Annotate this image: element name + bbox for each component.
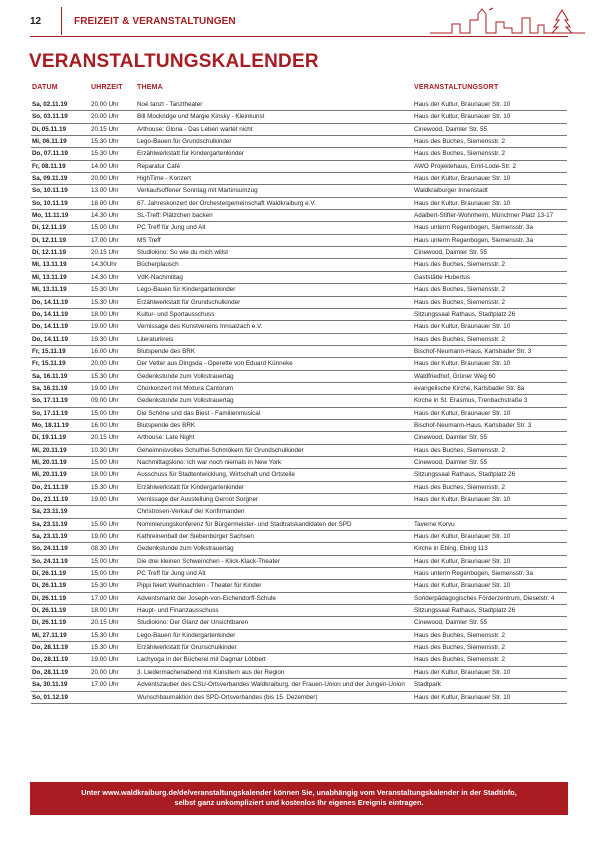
event-date: So, 24.11.19 bbox=[32, 557, 68, 565]
table-row bbox=[31, 222, 567, 234]
event-topic: Bücherplausch bbox=[137, 261, 179, 269]
event-time: 15.30 Uhr bbox=[91, 138, 119, 146]
table-row bbox=[31, 321, 567, 333]
table-row bbox=[31, 185, 567, 197]
event-topic: Ausschuss für Stadtentwicklung, Wirtschaft und Ortsteile bbox=[137, 471, 295, 479]
event-date: Mi, 20.11.19 bbox=[32, 446, 67, 454]
event-time: 17.00 Uhr bbox=[91, 594, 119, 602]
event-time: 08.30 Uhr bbox=[91, 545, 119, 553]
event-time: 20.00 Uhr bbox=[91, 668, 119, 676]
event-topic: Lachyoga in der Bücherei mit Dagmar Löbbert bbox=[137, 656, 266, 664]
event-topic: Erzählwerkstatt für Grunschulkinder bbox=[137, 644, 237, 652]
event-topic: Christrosen-Verkauf der Konfirmanden bbox=[137, 508, 245, 516]
event-date: Di, 26.11.19 bbox=[32, 607, 66, 615]
event-time: 18.00 Uhr bbox=[91, 471, 119, 479]
event-time: 15.30 Uhr bbox=[91, 150, 119, 158]
event-date: Mo, 18.11.19 bbox=[32, 421, 69, 429]
event-date: Do, 21.11.19 bbox=[32, 483, 69, 491]
event-time: 18.00 Uhr bbox=[91, 199, 119, 207]
table-row bbox=[31, 358, 567, 370]
event-venue: Cinewood, Daimler Str. 55 bbox=[414, 249, 488, 257]
event-venue: Haus der Kultur, Braunauer Str. 10 bbox=[414, 533, 511, 541]
event-topic: Die drei kleinen Schweinchen - Klick-Klack-Theater bbox=[137, 557, 280, 565]
table-row bbox=[31, 148, 567, 160]
event-date: Do, 28.11.19 bbox=[32, 656, 69, 664]
event-venue: Haus unterm Regenbogen, Siemensstr. 3a bbox=[414, 570, 534, 578]
table-row bbox=[31, 543, 567, 555]
event-date: Do, 28.11.19 bbox=[32, 668, 69, 676]
event-venue: Haus des Buches, Siemensstr. 2 bbox=[414, 656, 506, 664]
table-row bbox=[31, 556, 567, 568]
event-time: 17.00 Uhr bbox=[91, 236, 119, 244]
table-row bbox=[31, 519, 567, 531]
event-topic: Erzählwerkstatt für Kindergartenkinder bbox=[137, 150, 245, 158]
table-row bbox=[31, 259, 567, 271]
event-date: So, 01.12.19 bbox=[32, 693, 69, 701]
event-time: 18.00 Uhr bbox=[91, 310, 119, 318]
event-topic: Bill Mockridge und Margie Kinsky - Kleinkunst bbox=[137, 113, 265, 121]
event-topic: VdK-Nachmittag bbox=[137, 273, 183, 281]
event-time: 13.00 Uhr bbox=[91, 187, 119, 195]
event-venue: Kirche in St. Erasmus, Trenbachstraße 3 bbox=[414, 397, 528, 405]
event-venue: Haus des Buches, Siemensstr. 2 bbox=[414, 446, 506, 454]
event-date: Sa, 16.11.19 bbox=[32, 372, 68, 380]
table-row bbox=[31, 210, 567, 222]
event-venue: Waldkraiburger Innenstadt bbox=[414, 187, 488, 195]
event-date: Sa, 23.11.19 bbox=[32, 520, 68, 528]
event-date: Mi, 13.11.19 bbox=[32, 273, 67, 281]
event-time: 20.15 Uhr bbox=[91, 434, 119, 442]
event-date: Di, 19.11.19 bbox=[32, 434, 66, 442]
event-date: Sa, 09.11.19 bbox=[32, 175, 68, 183]
event-venue: Bischof-Neumann-Haus, Karlsbader Str. 3 bbox=[414, 347, 532, 355]
event-venue: Haus der Kultur, Braunauer Str. 10 bbox=[414, 582, 511, 590]
event-topic: Wunschbaumaktion des SPD-Ortsverbandes (bis 15. Dezember) bbox=[137, 693, 318, 701]
event-venue: Sonderpädagogisches Förderzentrum, Dieselstr. 4 bbox=[414, 594, 555, 602]
event-time: 14.00 Uhr bbox=[91, 162, 119, 170]
event-venue: AWO Projektehaus, Emil-Lode-Str. 2 bbox=[414, 162, 516, 170]
event-topic: Haupt- und Finanzausschuss bbox=[137, 607, 219, 615]
event-time: 20.00 Uhr bbox=[91, 360, 119, 368]
table-row bbox=[31, 580, 567, 592]
table-row bbox=[31, 667, 567, 679]
page-header bbox=[0, 0, 598, 40]
event-date: Di, 26.11.19 bbox=[32, 594, 66, 602]
table-row bbox=[31, 111, 567, 123]
event-topic: 3. Liedermachenabend mit Künstlern aus der Region bbox=[137, 668, 285, 676]
event-venue: Haus der Kultur, Braunauer Str. 10 bbox=[414, 323, 511, 331]
event-venue: Haus der Kultur, Braunauer Str. 10 bbox=[414, 496, 511, 503]
table-row bbox=[31, 494, 567, 506]
event-date: Do, 21.11.19 bbox=[32, 496, 69, 503]
footer-banner bbox=[30, 782, 568, 815]
event-date: Di, 26.11.19 bbox=[32, 570, 66, 578]
event-topic: Der Vetter aus Dingsda - Operette von Eduard Künneke bbox=[137, 360, 293, 368]
event-time: 19.00 Uhr bbox=[91, 323, 119, 331]
event-topic: PC Treff für Jung und Alt bbox=[137, 224, 206, 232]
event-venue: Bischof-Neumann-Haus, Karlsbader Str. 3 bbox=[414, 421, 532, 429]
event-topic: Lego-Bauen für Kindergartenkinder bbox=[137, 631, 236, 639]
event-date: Sa, 23.11.19 bbox=[32, 533, 68, 541]
event-time: 19.00 Uhr bbox=[91, 384, 119, 392]
event-topic: Blutspende des BRK bbox=[137, 347, 196, 355]
event-venue: Adalbert-Stifter-Wohnheim, Münchner Platz 13-17 bbox=[414, 212, 554, 220]
table-row bbox=[31, 679, 567, 691]
table-row bbox=[31, 642, 567, 654]
event-time: 14.30 Uhr bbox=[91, 212, 119, 220]
event-time: 15.00 Uhr bbox=[91, 224, 119, 232]
event-venue: Haus der Kultur, Braunauer Str. 10 bbox=[414, 693, 511, 701]
event-time: 20.00 Uhr bbox=[91, 113, 119, 121]
header-rule bbox=[30, 36, 568, 37]
event-venue: Gaststätte Hubertus bbox=[414, 273, 470, 281]
table-row bbox=[31, 630, 567, 642]
page-number: 12 bbox=[30, 16, 42, 27]
event-time: 15.30 Uhr bbox=[91, 644, 119, 652]
event-topic: Die Schöne und das Biest - Familienmusical bbox=[137, 409, 261, 417]
city-skyline-icon bbox=[430, 6, 585, 36]
event-topic: Vernissage der Ausstellung Gernot Sorgner bbox=[137, 496, 259, 503]
event-time: 20.15 Uhr bbox=[91, 249, 119, 257]
event-time: 17.00 Uhr bbox=[91, 681, 119, 689]
event-topic: Studiokino: So wie du mich willst bbox=[137, 249, 228, 257]
table-row bbox=[31, 161, 567, 173]
event-date: So, 17.11.19 bbox=[32, 409, 68, 417]
event-date: So, 10.11.19 bbox=[32, 199, 68, 207]
event-time: 20.15 Uhr bbox=[91, 619, 119, 627]
event-date: Do, 14.11.19 bbox=[32, 323, 69, 331]
event-venue: Haus des Buches, Siemensstr. 2 bbox=[414, 138, 506, 146]
event-time: 16.00 Uhr bbox=[91, 421, 119, 429]
event-topic: Adventsmarkt der Joseph-von-Eichendorff-Schule bbox=[137, 594, 276, 602]
event-venue: Cinewood, Daimler Str. 55 bbox=[414, 619, 488, 627]
event-topic: Gedenkstunde zum Volkstrauertag bbox=[137, 372, 234, 380]
column-header-date: DATUM bbox=[32, 84, 58, 91]
event-date: Di, 26.11.19 bbox=[32, 619, 66, 627]
event-venue: Haus des Buches, Siemensstr. 2 bbox=[414, 631, 506, 639]
event-venue: Haus unterm Regenbogen, Siemensstr. 3a bbox=[414, 236, 534, 244]
event-date: Sa, 30.11.19 bbox=[32, 681, 68, 689]
event-venue: Stadtpark bbox=[414, 681, 441, 689]
event-venue: Haus der Kultur, Braunauer Str. 10 bbox=[414, 557, 511, 565]
page-title: VERANSTALTUNGSKALENDER bbox=[29, 51, 319, 72]
table-row bbox=[31, 247, 567, 259]
table-row bbox=[31, 432, 567, 444]
table-row bbox=[31, 457, 567, 469]
event-topic: Adventszauber des CSU-Ortsverbandes Waldkraiburg, der Frauen-Union und der Jungen-Union bbox=[137, 681, 405, 689]
event-time: 14.30Uhr bbox=[91, 261, 117, 269]
table-header bbox=[31, 84, 567, 96]
event-venue: Haus unterm Regenbogen, Siemensstr. 3a bbox=[414, 224, 534, 232]
event-topic: Nominierungskonferenz für Bürgermeister- und Stadtratskandidaten der SPD bbox=[137, 520, 352, 528]
event-date: So, 17.11.19 bbox=[32, 397, 68, 405]
event-time: 15.30 Uhr bbox=[91, 483, 119, 491]
event-topic: Verkaufsoffener Sonntag mit Martinsumzug bbox=[137, 187, 258, 195]
event-time: 19.00 Uhr bbox=[91, 656, 119, 664]
event-time: 10.30 Uhr bbox=[91, 446, 119, 454]
event-time: 15.30 Uhr bbox=[91, 582, 119, 590]
event-date: Do, 14.11.19 bbox=[32, 310, 69, 318]
event-date: Mi, 20.11.19 bbox=[32, 471, 67, 479]
event-time: 19.00 Uhr bbox=[91, 496, 119, 503]
event-time: 16.00 Uhr bbox=[91, 347, 119, 355]
event-topic: Blutspende des BRK bbox=[137, 421, 196, 429]
table-row bbox=[31, 99, 567, 111]
table-row bbox=[31, 445, 567, 457]
event-venue: Cinewood, Daimler Str. 55 bbox=[414, 434, 488, 442]
event-date: Mi, 27.11.19 bbox=[32, 631, 67, 639]
table-row bbox=[31, 420, 567, 432]
table-row bbox=[31, 272, 567, 284]
event-venue: evangelische Kirche, Karlsbader Str. 8a bbox=[414, 384, 525, 392]
event-topic: HighTime - Konzert bbox=[137, 175, 192, 183]
event-time: 19.30 Uhr bbox=[91, 335, 119, 343]
event-venue: Cinewood, Daimler Str. 55 bbox=[414, 458, 488, 466]
event-date: Sa, 23.11.19 bbox=[32, 508, 68, 516]
event-venue: Sitzungssaal Rathaus, Stadtplatz 26 bbox=[414, 471, 516, 479]
event-venue: Kirche in Ebing, Ebing 113 bbox=[414, 545, 488, 553]
event-venue: Haus der Kultur, Braunauer Str. 10 bbox=[414, 668, 511, 676]
event-venue: Taverne Korvu bbox=[414, 520, 455, 528]
table-row bbox=[31, 334, 567, 346]
table-row bbox=[31, 383, 567, 395]
event-topic: MS Treff bbox=[137, 236, 161, 244]
event-topic: Lego-Bauen für Grundschulkinder bbox=[137, 138, 232, 146]
table-row bbox=[31, 309, 567, 321]
event-date: Do, 28.11.19 bbox=[32, 644, 69, 652]
event-date: Fr, 15.11.19 bbox=[32, 360, 66, 368]
table-row bbox=[31, 124, 567, 136]
event-topic: Reparatur Café bbox=[137, 162, 181, 170]
event-date: Do, 07.11.19 bbox=[32, 150, 69, 158]
table-row bbox=[31, 235, 567, 247]
event-topic: Arthouse: Late Night bbox=[137, 434, 195, 442]
event-topic: SL-Treff: Plätzchen backen bbox=[137, 212, 213, 220]
footer-line-2: selbst ganz unkompliziert und kostenlos Ihr eigenes Ereignis eintragen. bbox=[174, 798, 424, 807]
event-time: 18.00 Uhr bbox=[91, 607, 119, 615]
event-time: 15.30 Uhr bbox=[91, 286, 119, 294]
event-time: 20.00 Uhr bbox=[91, 175, 119, 183]
event-venue: Sitzungssaal Rathaus, Stadtplatz 26 bbox=[414, 310, 516, 318]
event-topic: Pippi feiert Weihnachten - Theater für Kinder bbox=[137, 582, 262, 590]
table-row bbox=[31, 346, 567, 358]
event-topic: Nachmittagskino: Ich war noch niemals in New York bbox=[137, 458, 282, 466]
event-date: Di, 12.11.19 bbox=[32, 236, 66, 244]
event-time: 19.00 Uhr bbox=[91, 533, 119, 541]
event-date: Mi, 13.11.19 bbox=[32, 286, 67, 294]
event-venue: Haus des Buches, Siemensstr. 2 bbox=[414, 286, 506, 294]
event-time: 20.00 Uhr bbox=[91, 101, 119, 108]
event-date: So, 24.11.19 bbox=[32, 545, 68, 553]
event-venue: Haus des Buches, Siemensstr. 2 bbox=[414, 335, 506, 343]
event-date: Mi, 13.11.19 bbox=[32, 261, 67, 269]
column-header-time: UHRZEIT bbox=[91, 84, 123, 91]
header-divider bbox=[61, 7, 62, 35]
event-topic: Noé tanzt - Tanztheater bbox=[137, 101, 203, 108]
event-topic: Arthouse: Gloria - Das Leben wartet nicht bbox=[137, 125, 253, 133]
event-venue: Haus der Kultur, Braunauer Str. 10 bbox=[414, 113, 511, 121]
event-venue: Haus des Buches, Siemensstr. 2 bbox=[414, 150, 506, 158]
event-date: Sa, 02.11.19 bbox=[32, 101, 68, 108]
column-header-topic: THEMA bbox=[137, 84, 163, 91]
table-row bbox=[31, 136, 567, 148]
event-topic: Vernissage des Kunstvereins Innsalzach e.V. bbox=[137, 323, 263, 331]
event-venue: Waldfriedhof, Grüner Weg 60 bbox=[414, 372, 496, 380]
table-row bbox=[31, 469, 567, 481]
event-topic: PC Treff für Jung und Alt bbox=[137, 570, 206, 578]
column-header-venue: VERANSTALTUNGSORT bbox=[414, 84, 499, 91]
event-topic: Kathreinenball der Siebenbürger Sachsen bbox=[137, 533, 254, 541]
event-time: 15.30 Uhr bbox=[91, 298, 119, 306]
event-date: Di, 05.11.19 bbox=[32, 125, 66, 133]
event-time: 15.30 Uhr bbox=[91, 372, 119, 380]
event-venue: Haus des Buches, Siemensstr. 2 bbox=[414, 644, 506, 652]
event-date: So, 10.11.19 bbox=[32, 187, 68, 195]
event-time: 15.00 Uhr bbox=[91, 458, 119, 466]
table-row bbox=[31, 506, 567, 518]
event-topic: Chorkonzert mit Mixtura Cantorum bbox=[137, 384, 234, 392]
event-date: Mo, 11.11.19 bbox=[32, 212, 69, 220]
event-time: 15.00 Uhr bbox=[91, 570, 119, 578]
event-date: Fr, 15.11.19 bbox=[32, 347, 66, 355]
table-row bbox=[31, 371, 567, 383]
event-topic: Erzählwerkstatt für Grundschulkinder bbox=[137, 298, 241, 306]
table-row bbox=[31, 568, 567, 580]
event-table bbox=[31, 99, 567, 704]
event-venue: Sitzungssaal Rathaus, Stadtplatz 26 bbox=[414, 607, 516, 615]
event-time: 14.30 Uhr bbox=[91, 273, 119, 281]
event-topic: Literaturkreis bbox=[137, 335, 174, 343]
event-time: 15.00 Uhr bbox=[91, 409, 119, 417]
event-topic: Erzählwerkstatt für Kindergartenkinder bbox=[137, 483, 245, 491]
footer-line-1: Unter www.waldkraiburg.de/de/veranstaltungskalender können Sie, unabhängig vom Veranstaltungskalender in der Stadtinfo, bbox=[81, 788, 517, 797]
event-time: 15.00 Uhr bbox=[91, 520, 119, 528]
event-date: Fr, 08.11.19 bbox=[32, 162, 66, 170]
section-title: FREIZEIT & VERANSTALTUNGEN bbox=[74, 16, 236, 27]
table-row bbox=[31, 297, 567, 309]
table-row bbox=[31, 173, 567, 185]
table-row bbox=[31, 605, 567, 617]
table-row bbox=[31, 395, 567, 407]
event-topic: Gedenkstunde zum Volkstrauertag bbox=[137, 545, 234, 553]
event-date: Di, 12.11.19 bbox=[32, 224, 66, 232]
table-row bbox=[31, 198, 567, 210]
table-row bbox=[31, 408, 567, 420]
event-venue: Haus der Kultur, Braunauer Str. 10 bbox=[414, 360, 511, 368]
event-venue: Haus der Kultur, Braunauer Str. 10 bbox=[414, 175, 511, 183]
event-date: Do, 14.11.19 bbox=[32, 335, 69, 343]
event-topic: Gedenkstunde zum Volkstrauertag bbox=[137, 397, 234, 405]
event-topic: Lego-Bauen für Kindergartenkinder bbox=[137, 286, 236, 294]
table-row bbox=[31, 284, 567, 296]
event-date: Mi, 06.11.19 bbox=[32, 138, 67, 146]
event-topic: Geheimnisvolles Schulfrei-Schmökern für Grundschulkinder bbox=[137, 446, 304, 454]
event-time: 09.00 Uhr bbox=[91, 397, 119, 405]
event-topic: Studiokino: Der Glanz der Unsichtbaren bbox=[137, 619, 248, 627]
event-date: Mi, 20.11.19 bbox=[32, 458, 67, 466]
event-venue: Haus des Buches, Siemensstr. 2 bbox=[414, 483, 506, 491]
event-time: 15.00 Uhr bbox=[91, 557, 119, 565]
event-venue: Cinewood, Daimler Str. 55 bbox=[414, 125, 488, 133]
table-row bbox=[31, 654, 567, 666]
event-venue: Haus der Kultur, Braunauer Str. 10 bbox=[414, 409, 511, 417]
event-topic: Kultur- und Sportausschuss bbox=[137, 310, 215, 318]
event-venue: Haus der Kultur, Braunauer Str. 10 bbox=[414, 199, 511, 207]
event-date: Di, 12.11.19 bbox=[32, 249, 66, 257]
event-venue: Haus der Kultur, Braunauer Str. 10 bbox=[414, 101, 511, 108]
table-row bbox=[31, 593, 567, 605]
event-time: 15.30 Uhr bbox=[91, 631, 119, 639]
table-row bbox=[31, 617, 567, 629]
table-row bbox=[31, 692, 567, 704]
event-topic: 67. Jahreskonzert der Orchestergemeinschaft Waldkraiburg e.V. bbox=[137, 199, 316, 207]
event-date: Di, 26.11.19 bbox=[32, 582, 66, 590]
event-venue: Haus des Buches, Siemensstr. 2 bbox=[414, 298, 506, 306]
event-date: Sa, 16.11.19 bbox=[32, 384, 68, 392]
event-date: So, 03.11.19 bbox=[32, 113, 68, 121]
event-venue: Haus des Buches, Siemensstr. 2 bbox=[414, 261, 506, 269]
event-date: Do, 14.11.19 bbox=[32, 298, 69, 306]
table-row bbox=[31, 531, 567, 543]
table-row bbox=[31, 482, 567, 494]
event-time: 20.15 Uhr bbox=[91, 125, 119, 133]
